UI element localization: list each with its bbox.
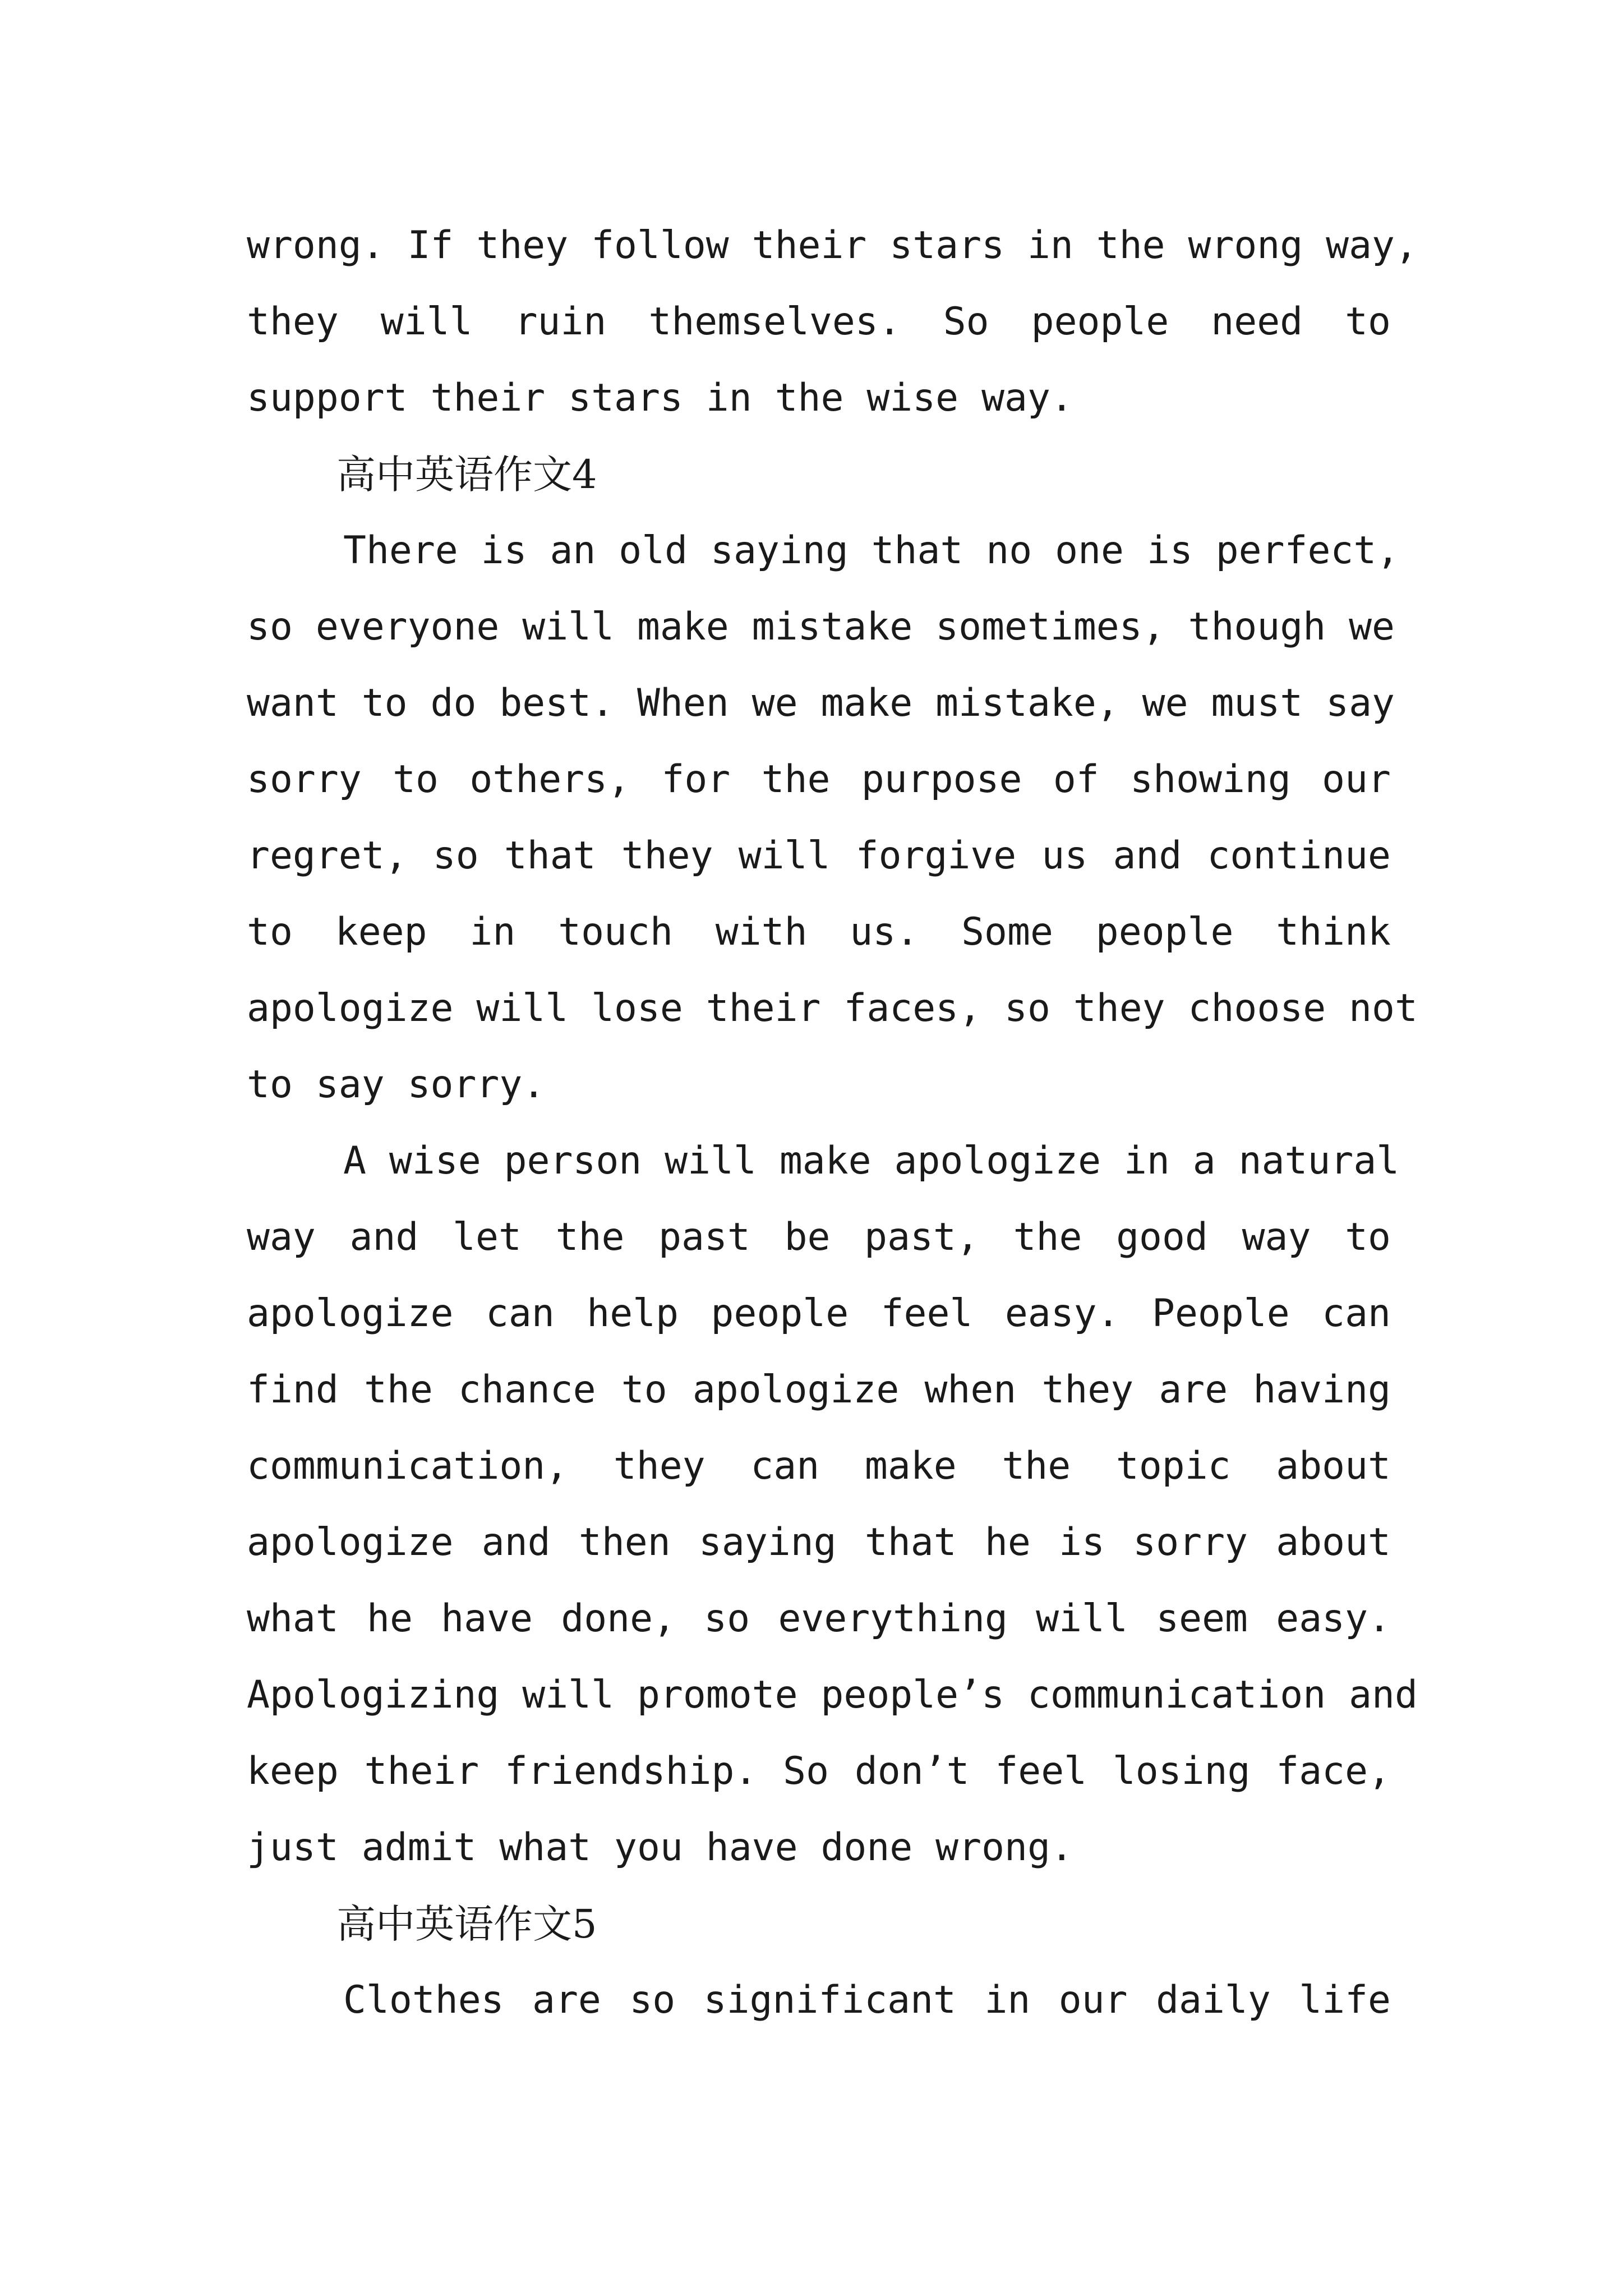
section-heading: 高中英语作文5 — [336, 1901, 597, 1947]
text-line: apologize and then saying that he is sorry about — [247, 1520, 1391, 1565]
text-line: to keep in touch with us. Some people think — [247, 910, 1391, 954]
text-line: Clothes are so significant in our daily life — [343, 1978, 1391, 2022]
text-line: sorry to others, for the purpose of showing our — [247, 757, 1391, 802]
text-line: want to do best. When we make mistake, we must say — [247, 681, 1395, 725]
text-line: they will ruin themselves. So people need to — [247, 300, 1391, 344]
text-line: keep their friendship. So don’t feel losing face, — [247, 1749, 1391, 1793]
text-line: support their stars in the wise way. — [247, 376, 1073, 420]
text-line: just admit what you have done wrong. — [247, 1825, 1073, 1870]
text-line: communication, they can make the topic about — [247, 1444, 1391, 1488]
text-line: to say sorry. — [247, 1062, 546, 1107]
text-line: A wise person will make apologize in a natural — [343, 1139, 1400, 1183]
text-line: so everyone will make mistake sometimes, though we — [247, 605, 1395, 649]
text-line: wrong. If they follow their stars in the wrong way, — [247, 223, 1418, 268]
text-line: apologize can help people feel easy. People can — [247, 1291, 1391, 1336]
text-line: Apologizing will promote people’s communication and — [247, 1673, 1418, 1717]
text-line: There is an old saying that no one is perfect, — [343, 528, 1400, 573]
text-line: regret, so that they will forgive us and continue — [247, 834, 1391, 878]
text-line: way and let the past be past, the good way to — [247, 1215, 1391, 1259]
text-line: what he have done, so everything will seem easy. — [247, 1596, 1391, 1641]
text-line: apologize will lose their faces, so they choose not — [247, 986, 1418, 1030]
section-heading: 高中英语作文4 — [336, 452, 597, 498]
text-line: find the chance to apologize when they are having — [247, 1368, 1391, 1412]
